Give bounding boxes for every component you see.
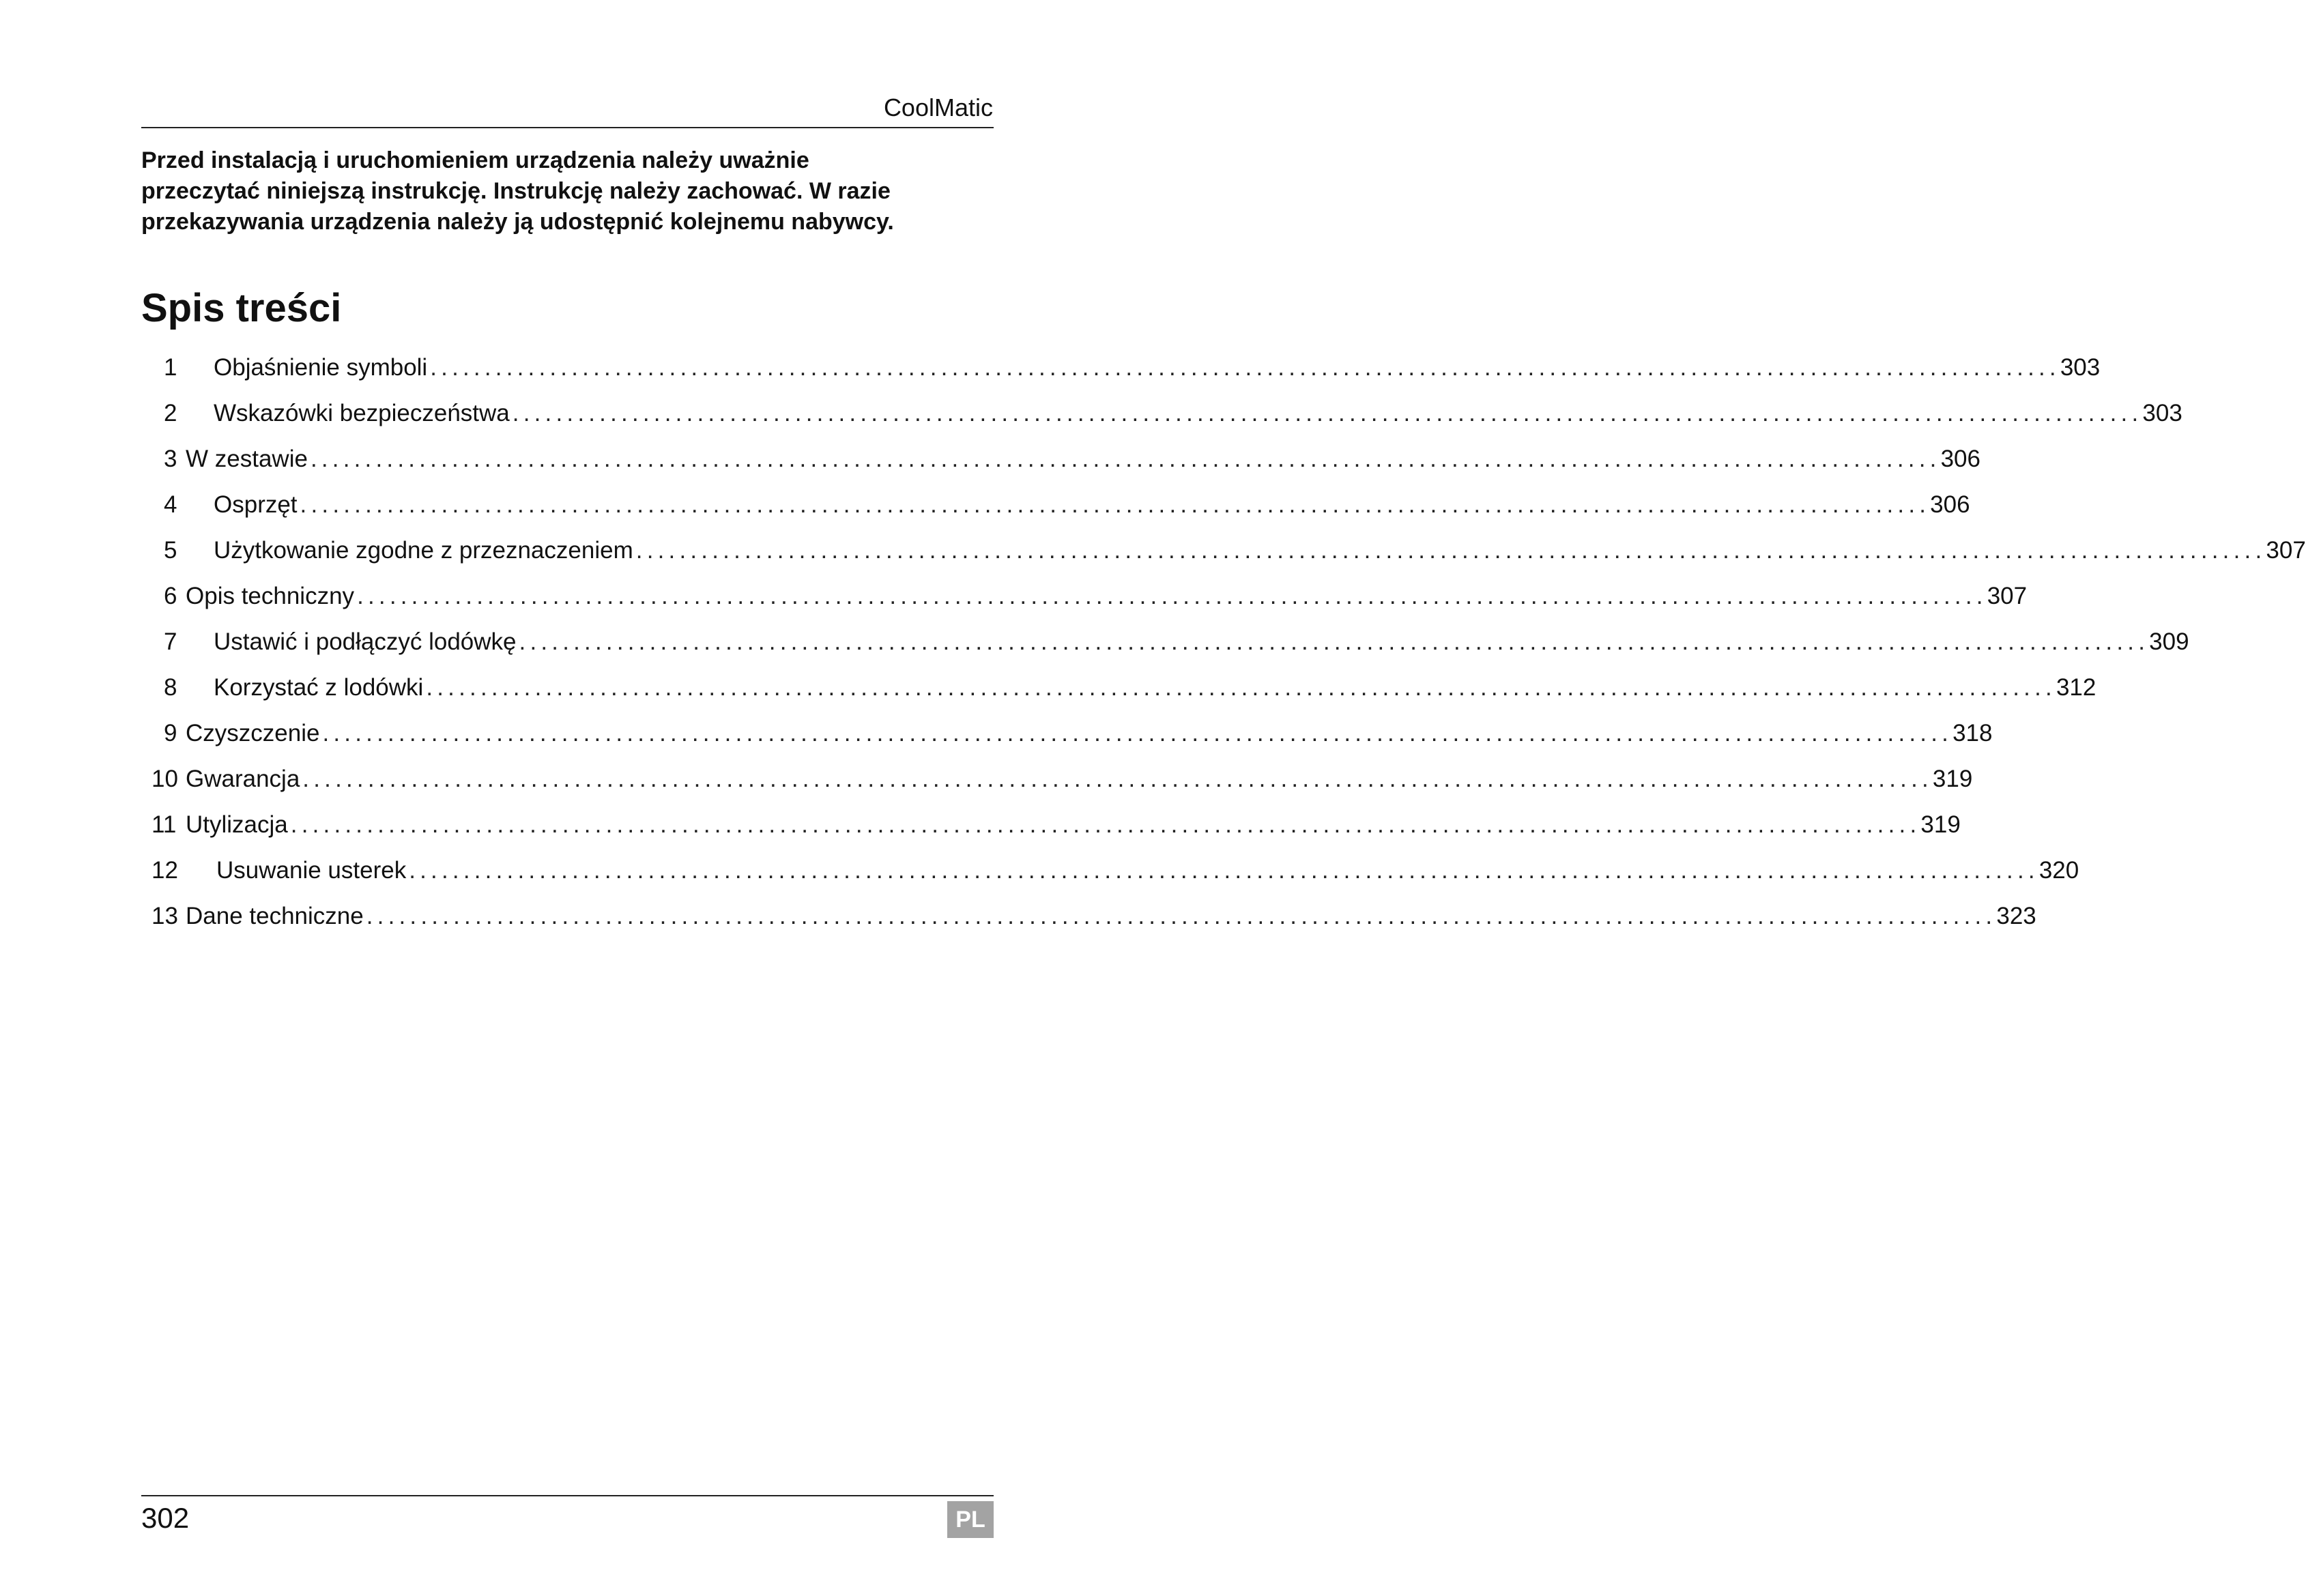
toc-entry-number: 6 (164, 583, 177, 609)
toc-entry-page: 307 (2266, 537, 2306, 564)
toc-entry-number: 10 (152, 766, 178, 792)
toc-entry-number: 8 (164, 674, 177, 701)
toc-dot-leader: ...................................................................................................................................................... (426, 674, 2056, 701)
toc-dot-leader: ...................................................................................................................................................... (322, 720, 1953, 746)
toc-entry-title: Utylizacja (186, 811, 288, 838)
toc-entry-number: 4 (164, 491, 177, 518)
toc-entry-number: 3 (164, 446, 177, 472)
toc-entry-page: 307 (1987, 583, 2028, 609)
toc-entry-title: Osprzęt (214, 491, 298, 518)
toc-dot-leader: ...................................................................................................................................................... (310, 446, 1941, 472)
toc-entry-page: 320 (2038, 857, 2079, 884)
toc-dot-leader: ...................................................................................................................................................... (290, 811, 1921, 838)
toc-entry-page: 306 (1930, 491, 1970, 518)
toc-entry-number: 5 (164, 537, 177, 564)
toc-entry-title: Dane techniczne (186, 903, 364, 929)
toc-entry-page: 303 (2142, 400, 2182, 426)
toc-dot-leader: ...................................................................................................................................................... (300, 491, 1931, 518)
toc-entry-title: Gwarancja (186, 766, 300, 792)
toc-entry-page: 319 (1932, 766, 1973, 792)
toc-dot-leader: ...................................................................................................................................................... (409, 857, 2039, 884)
toc-entry-number: 1 (164, 354, 177, 381)
toc-entry-number: 9 (164, 720, 177, 746)
toc-entry-title: Użytkowanie zgodne z przeznaczeniem (214, 537, 633, 564)
language-badge: PL (947, 1501, 994, 1538)
toc-entry-number: 7 (164, 628, 177, 655)
intro-notice (141, 145, 994, 237)
toc-entry-title: W zestawie (186, 446, 308, 472)
toc-entry-number: 2 (164, 400, 177, 426)
intro-line: Przed instalacją i uruchomieniem urządzenia należy uważnie (141, 147, 809, 173)
toc-entry-number: 12 (152, 857, 178, 884)
footer-rule (141, 1495, 994, 1496)
toc-entry-title: Wskazówki bezpieczeństwa (214, 400, 510, 426)
intro-line: przekazywania urządzenia należy ją udostępnić kolejnemu nabywcy. (141, 209, 894, 235)
toc-entry-page: 309 (2149, 628, 2189, 655)
toc-entry-page: 323 (1996, 903, 2036, 929)
footer-page-number: 302 (141, 1502, 190, 1534)
toc-dot-leader: ...................................................................................................................................................... (430, 354, 2060, 381)
toc-dot-leader: ...................................................................................................................................................... (635, 537, 2266, 564)
toc-entry-title: Objaśnienie symboli (214, 354, 428, 381)
intro-line: przeczytać niniejszą instrukcję. Instrukcję należy zachować. W razie (141, 178, 891, 204)
toc-entry-number: 11 (152, 811, 177, 838)
toc-dot-leader: ...................................................................................................................................................... (357, 583, 1987, 609)
toc-entry-title: Usuwanie usterek (216, 857, 407, 884)
toc-entry-title: Czyszczenie (186, 720, 320, 746)
toc-dot-leader: ...................................................................................................................................................... (519, 628, 2150, 655)
toc-entry-number: 13 (152, 903, 178, 929)
toc-title: Spis treści (141, 286, 342, 330)
toc-entry-page: 303 (2060, 354, 2101, 381)
toc-entry-title: Ustawić i podłączyć lodówkę (214, 628, 517, 655)
toc-dot-leader: ...................................................................................................................................................... (366, 903, 1997, 929)
toc-entry-title: Korzystać z lodówki (214, 674, 424, 701)
toc-entry-page: 319 (1920, 811, 1961, 838)
header-rule (141, 127, 994, 128)
toc-entry-page: 306 (1940, 446, 1980, 472)
toc-entry-page: 312 (2056, 674, 2096, 701)
toc-dot-leader: ...................................................................................................................................................... (302, 766, 1933, 792)
toc-entry-page: 318 (1952, 720, 1993, 746)
header-title: CoolMatic (883, 93, 993, 121)
toc-entry-title: Opis techniczny (186, 583, 355, 609)
toc-dot-leader: ...................................................................................................................................................... (512, 400, 2143, 426)
